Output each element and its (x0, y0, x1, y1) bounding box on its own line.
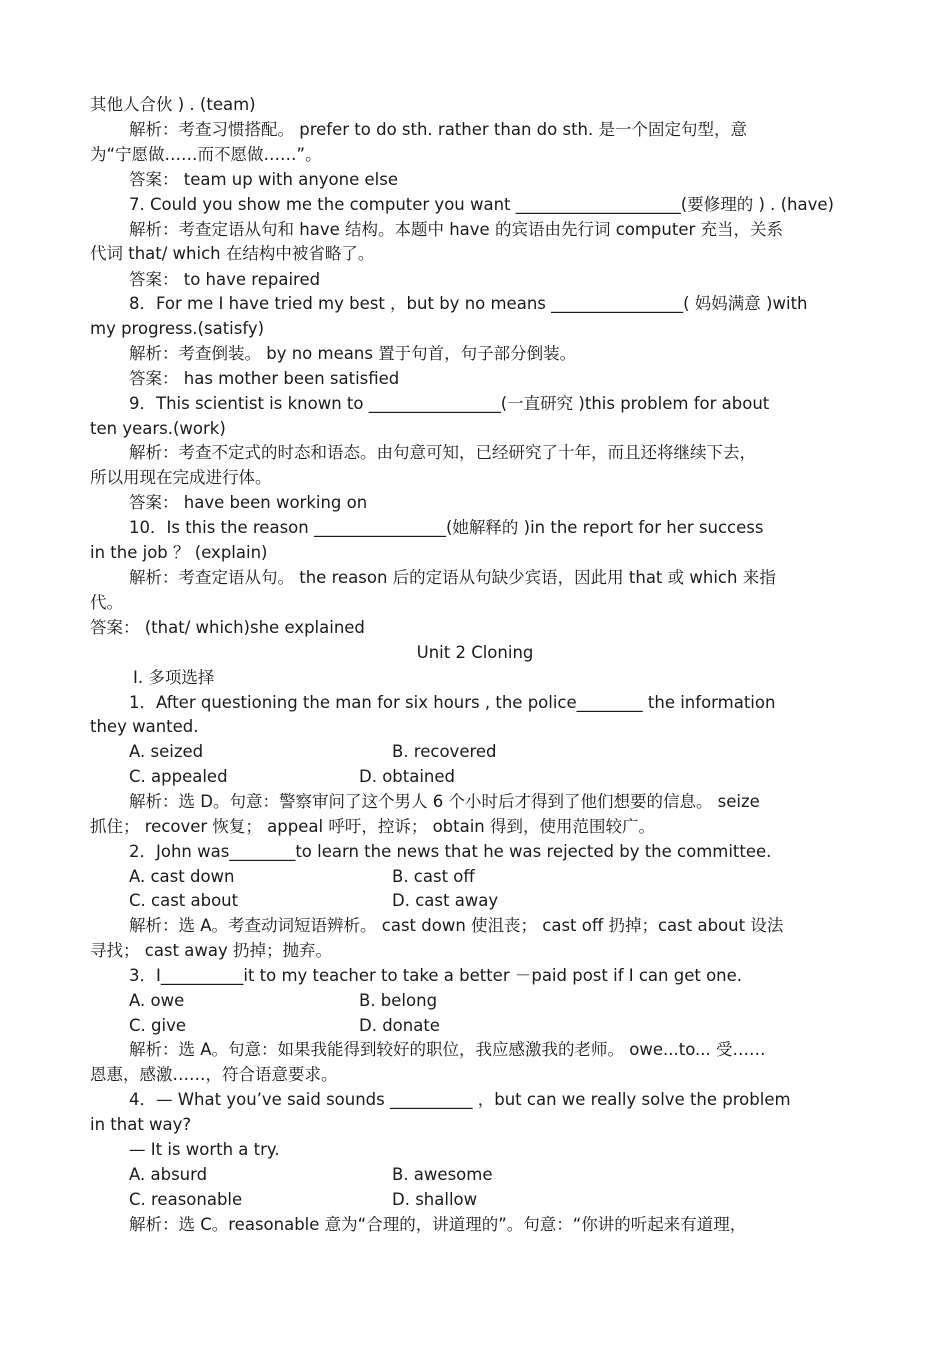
analysis-line: 解析：考查不定式的时态和语态。由句意可知，已经研究了十年，而且还将继续下去， (129, 443, 756, 462)
analysis-line: 解析：选 D。句意：警察审问了这个男人 6 个小时后才得到了他们想要的信息。 seize (129, 792, 760, 811)
analysis-line: 解析：考查定语从句。 the reason 后的定语从句缺少宾语，因此用 that 或 which 来指 (129, 568, 776, 587)
question-line: 1．After questioning the man for six hours , the police________ the information (129, 693, 776, 712)
text-line: 其他人合伙 ) . (team) (90, 95, 256, 114)
answer-line: 答案： have been working on (129, 493, 368, 512)
option-b: B. recovered (392, 742, 497, 761)
text-line: 抓住； recover 恢复； appeal 呼吁，控诉； obtain 得到，使用范围较广。 (90, 817, 656, 836)
text-line: 代词 that/ which 在结构中被省略了。 (90, 244, 375, 263)
analysis-line: 解析：选 A。考查动词短语辨析。 cast down 使沮丧； cast off 扔掉；cast about 设法 (129, 916, 784, 935)
section-heading: Ⅰ. 多项选择 (133, 668, 215, 687)
option-d: D. cast away (392, 891, 499, 910)
analysis-line: 解析：选 A。句意：如果我能得到较好的职位，我应感激我的老师。 owe...to... 受…… (129, 1040, 766, 1059)
text-line: my progress.(satisfy) (90, 319, 265, 338)
analysis-line: 解析：选 C。reasonable 意为“合理的，讲道理的”。句意：“你讲的听起来有道理， (129, 1215, 747, 1234)
text-line: in the job ？ (explain) (90, 543, 268, 562)
text-line: 为“宁愿做……而不愿做……”。 (90, 145, 322, 164)
option-b: B. awesome (392, 1165, 493, 1184)
option-c: C. appealed (129, 767, 228, 786)
text-line: ten years.(work) (90, 419, 226, 438)
analysis-line: 解析：考查倒装。 by no means 置于句首，句子部分倒装。 (129, 344, 577, 363)
text-line: 恩惠，感激……，符合语意要求。 (90, 1065, 338, 1084)
answer-line: 答案： (that/ which)she explained (90, 618, 365, 637)
question-line: 10．Is this the reason ________________(她解释的 )in the report for her success (129, 518, 764, 537)
option-d: D. obtained (359, 767, 456, 786)
option-a: A. cast down (129, 867, 235, 886)
unit-heading: Unit 2 Cloning (416, 643, 534, 662)
text-line: 代。 (90, 593, 123, 612)
option-c: C. give (129, 1016, 186, 1035)
option-c: C. cast about (129, 891, 239, 910)
analysis-line: 解析：考查定语从句和 have 结构。本题中 have 的宾语由先行词 computer 充当，关系 (129, 220, 784, 239)
text-line: they wanted. (90, 717, 199, 736)
question-line: 2．John was________to learn the news that he was rejected by the committee. (129, 842, 772, 861)
question-line: 9．This scientist is known to ________________(一直研究 )this problem for about (129, 394, 770, 413)
analysis-line: 解析：考查习惯搭配。 prefer to do sth. rather than do sth. 是一个固定句型，意 (129, 120, 747, 139)
question-line: 3．I__________it to my teacher to take a better －paid post if I can get one. (129, 966, 743, 985)
question-line: 4．— What you’ve said sounds __________ ，but can we really solve the problem (129, 1090, 791, 1109)
option-c: C. reasonable (129, 1190, 243, 1209)
answer-line: 答案： to have repaired (129, 270, 321, 289)
question-line: 8．For me I have tried my best ，but by no means ________________( 妈妈满意 )with (129, 294, 808, 313)
text-line: 所以用现在完成进行体。 (90, 468, 272, 487)
answer-line: 答案： team up with anyone else (129, 170, 398, 189)
question-line: 7. Could you show me the computer you want ____________________(要修理的 ) . (have) (129, 195, 834, 214)
option-a: A. seized (129, 742, 204, 761)
answer-line: 答案： has mother been satisfied (129, 369, 400, 388)
option-b: B. belong (359, 991, 438, 1010)
option-d: D. shallow (392, 1190, 478, 1209)
text-line: in that way? (90, 1115, 192, 1134)
option-a: A. absurd (129, 1165, 208, 1184)
option-b: B. cast off (392, 867, 475, 886)
option-d: D. donate (359, 1016, 440, 1035)
dialogue-line: — It is worth a try. (129, 1140, 280, 1159)
option-a: A. owe (129, 991, 185, 1010)
text-line: 寻找； cast away 扔掉；抛弃。 (90, 941, 332, 960)
